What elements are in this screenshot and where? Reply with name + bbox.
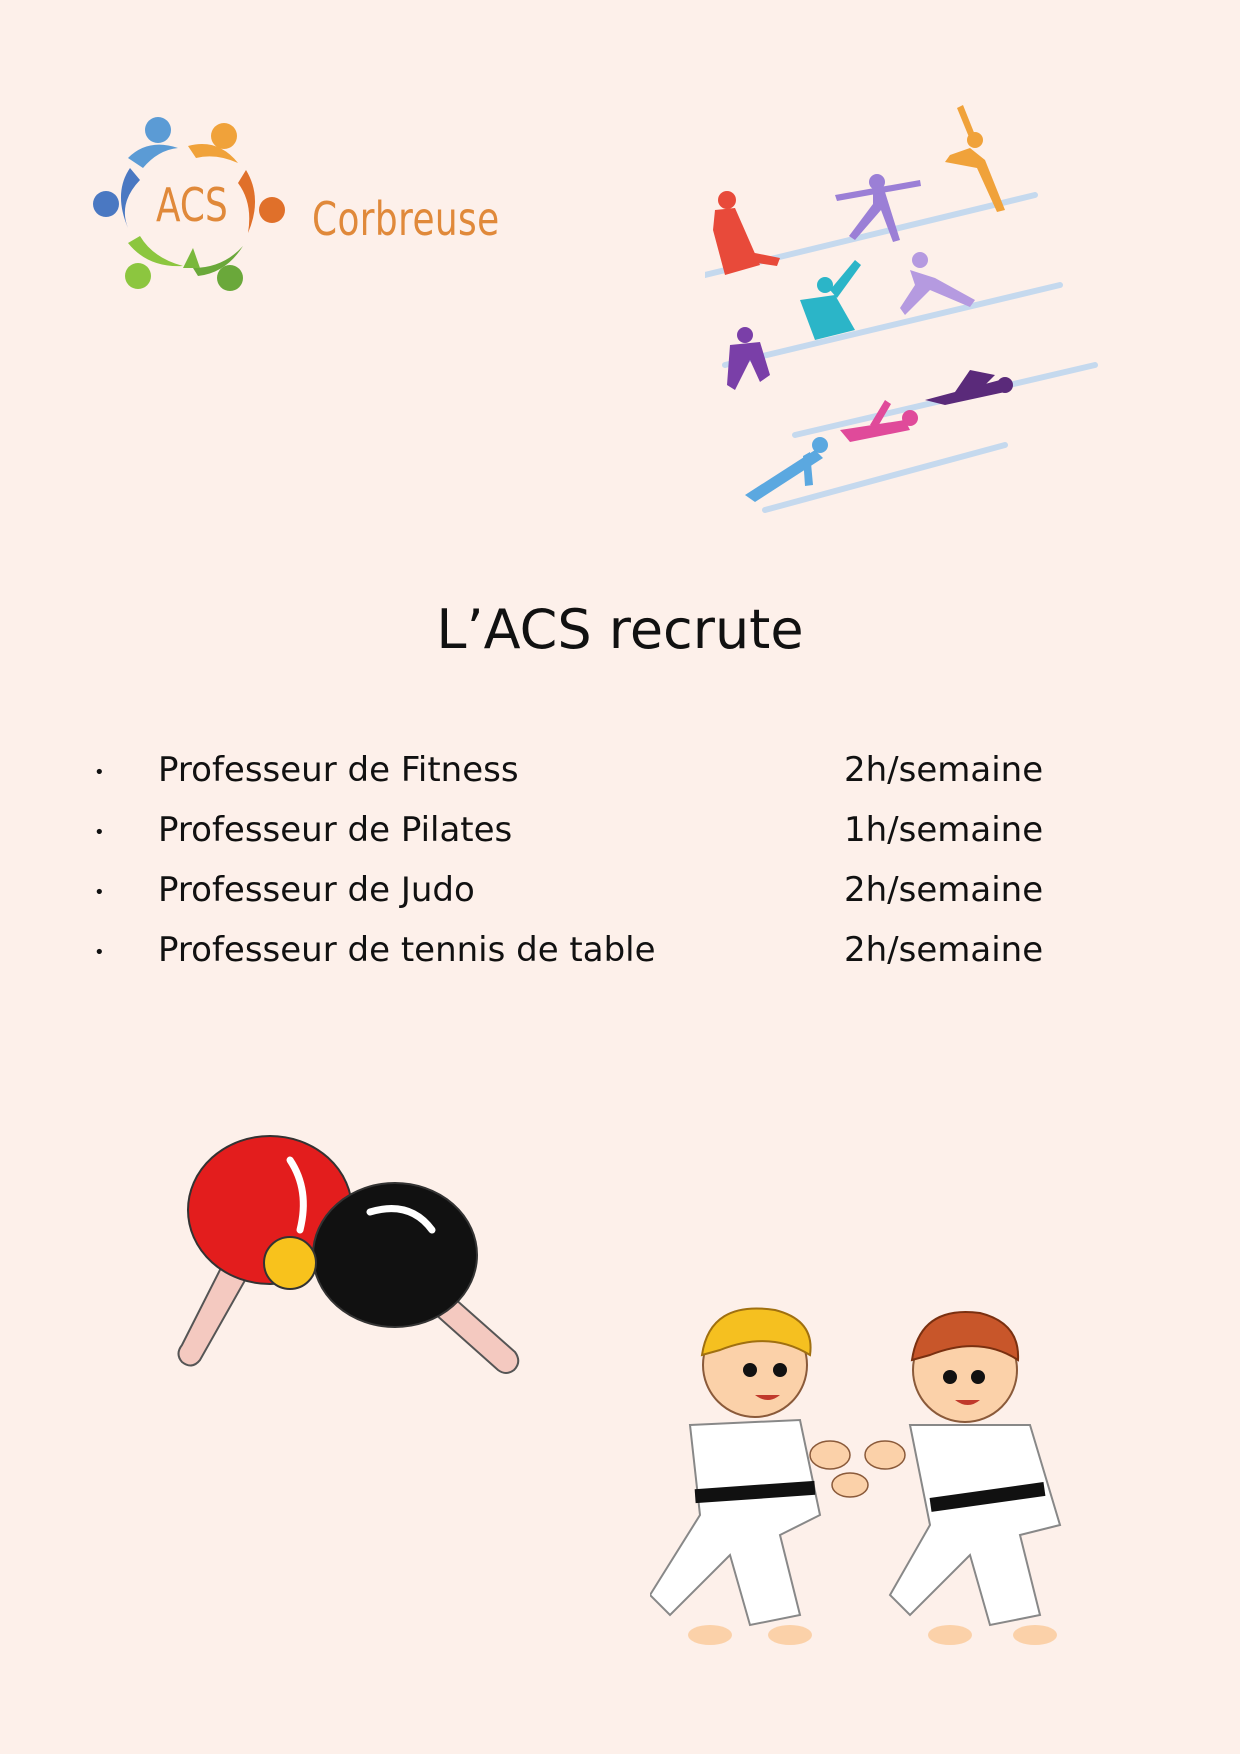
acs-corbreuse-logo xyxy=(88,108,508,308)
job-title: Professeur de tennis de table xyxy=(158,930,656,970)
job-title: Professeur de Fitness xyxy=(158,750,519,790)
bullet-icon: • xyxy=(94,882,105,903)
judo-kids-illustration xyxy=(650,1295,1100,1645)
bullet-icon: • xyxy=(94,762,105,783)
page-title: L’ACS recrute xyxy=(436,598,804,661)
logo-acs-text: ACS xyxy=(156,178,228,232)
job-item-fitness xyxy=(88,750,1088,810)
job-item-judo xyxy=(88,870,1088,930)
job-hours: 2h/semaine xyxy=(844,750,1044,790)
ping-pong-paddles-illustration xyxy=(170,1130,530,1390)
job-list xyxy=(88,750,1088,990)
job-item-tennis-de-table xyxy=(88,930,1088,990)
job-item-pilates xyxy=(88,810,1088,870)
logo-name-text: Corbreuse xyxy=(312,192,500,246)
job-hours: 2h/semaine xyxy=(844,930,1044,970)
job-title: Professeur de Pilates xyxy=(158,810,513,850)
athletes-illustration xyxy=(705,100,1105,520)
job-hours: 1h/semaine xyxy=(844,810,1044,850)
job-hours: 2h/semaine xyxy=(844,870,1044,910)
bullet-icon: • xyxy=(94,822,105,843)
bullet-icon: • xyxy=(94,942,105,963)
job-title: Professeur de Judo xyxy=(158,870,475,910)
